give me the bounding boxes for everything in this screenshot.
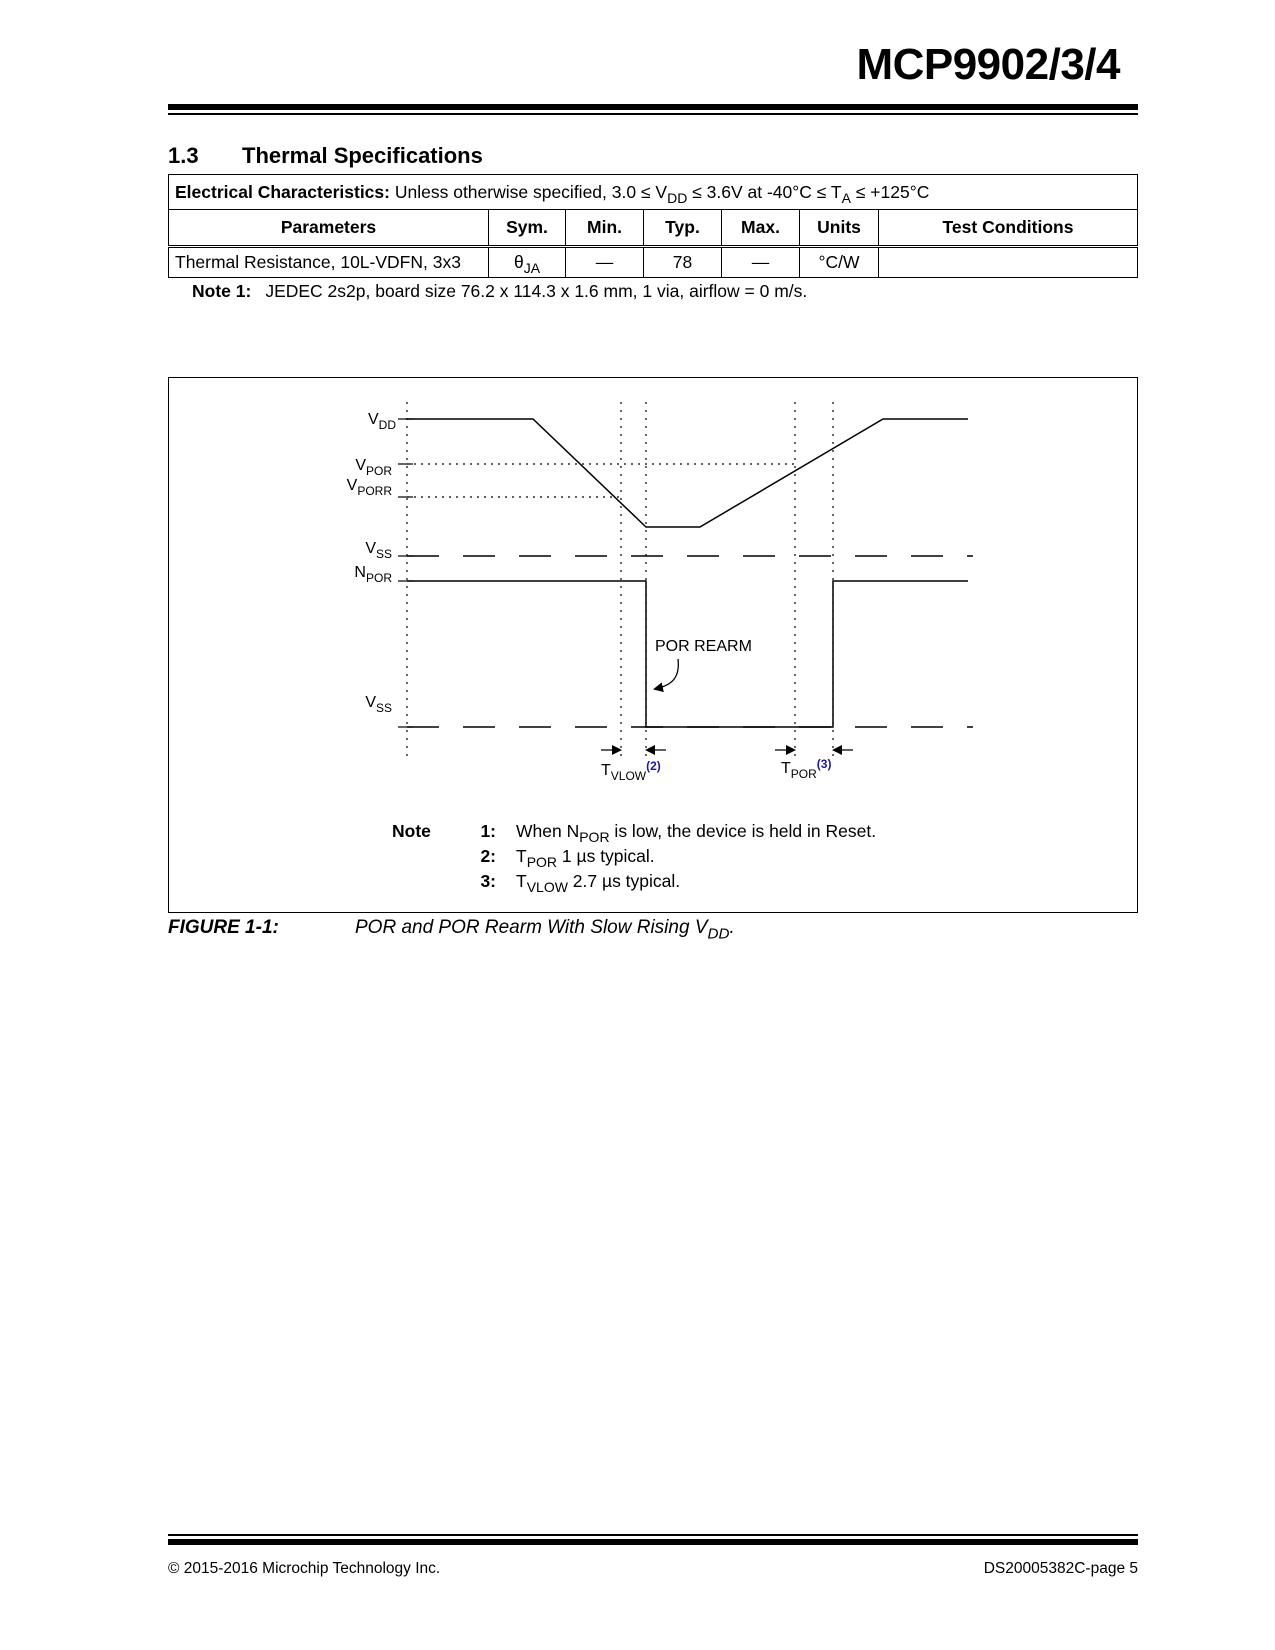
tpor-ref: (3)	[816, 757, 832, 771]
table-note-text: JEDEC 2s2p, board size 76.2 x 114.3 x 1.6 mm, 1 via, airflow = 0 m/s.	[265, 281, 808, 301]
sym-theta: θ	[513, 252, 524, 272]
figure-notes-label: Note	[392, 821, 431, 841]
table-note-label: Note 1:	[192, 281, 252, 301]
label-vdd: $V_{DD}$	[367, 411, 396, 432]
table-note	[192, 281, 807, 302]
cell-sym	[489, 247, 566, 278]
figure-note-2	[392, 844, 876, 869]
label-tpor: $T_{POR}^{(3)}$	[781, 757, 832, 781]
figure-note-3	[392, 869, 876, 894]
label-tvlow: $T_{VLOW}^{(2)}$	[601, 759, 661, 783]
conditions-label: Electrical Characteristics:	[175, 181, 390, 202]
header-units: Units	[800, 210, 879, 247]
label-vss-lower: $V_{SS}$	[365, 694, 392, 715]
figure-note-1	[392, 819, 876, 844]
figure-caption-label: FIGURE 1-1:	[168, 917, 279, 938]
figure-caption-end: .	[729, 917, 735, 938]
figure-note-number: 1:	[480, 821, 496, 841]
footer-rule-thin	[168, 1534, 1138, 1536]
table-header-row	[169, 210, 1138, 247]
thermal-spec-table	[168, 174, 1138, 278]
header-sym: Sym.	[489, 210, 566, 247]
figure-notes	[392, 819, 876, 894]
figure-caption-text: POR and POR Rearm With Slow Rising V	[355, 917, 708, 938]
figure-caption	[168, 917, 735, 943]
conditions-text: Unless otherwise specified, 3.0 ≤ V	[394, 181, 668, 202]
header-rule	[168, 104, 1138, 110]
label-vporr: $V_{PORR}$	[346, 477, 392, 498]
figure-note-text: $T_{POR}$ 1 µs typical.	[516, 846, 655, 870]
document-title: MCP9902/3/4	[856, 40, 1120, 89]
footer-copyright: © 2015-2016 Microchip Technology Inc.	[168, 1560, 441, 1577]
conditions-row	[169, 175, 1138, 210]
figure-caption-sub: DD	[707, 925, 730, 943]
conditions-text2: ≤ 3.6V at -40°C ≤ T	[687, 181, 842, 202]
label-npor: $N_{POR}$	[354, 564, 392, 585]
section-number: 1.3	[168, 143, 199, 168]
conditions-sub-ta: A	[841, 189, 851, 206]
label-vss-upper: $V_{SS}$	[365, 540, 392, 561]
header-parameters: Parameters	[169, 210, 489, 247]
cell-min: —	[566, 247, 644, 278]
conditions-sub-vdd: DD	[667, 189, 688, 206]
cell-typ: 78	[644, 247, 722, 278]
cell-units: °C/W	[800, 247, 879, 278]
section-title: Thermal Specifications	[242, 143, 483, 168]
header-max: Max.	[722, 210, 800, 247]
conditions-cell	[169, 175, 1138, 210]
figure-note-text: $T_{VLOW}$ 2.7 µs typical.	[516, 871, 681, 895]
conditions-text3: ≤ +125°C	[850, 181, 930, 202]
label-vpor: $V_{POR}$	[355, 457, 392, 478]
cell-conditions	[879, 247, 1138, 278]
figure-note-number: 2:	[480, 846, 496, 866]
cell-parameter: Thermal Resistance, 10L-VDFN, 3x3	[169, 247, 489, 278]
sym-sub: JA	[523, 259, 541, 276]
figure-note-number: 3:	[480, 871, 496, 891]
header-typ: Typ.	[644, 210, 722, 247]
figure-note-text: When $N_{POR}$ is low, the device is held in Reset.	[516, 821, 877, 845]
label-por-rearm: POR REARM	[655, 638, 752, 655]
header-rule-thin	[168, 113, 1138, 115]
header-min: Min.	[566, 210, 644, 247]
vdd-waveform	[407, 419, 968, 527]
footer-rule	[168, 1539, 1138, 1545]
tvlow-ref: (2)	[646, 759, 661, 773]
cell-max: —	[722, 247, 800, 278]
table-row	[169, 247, 1138, 278]
footer-page-number: DS20005382C-page 5	[983, 1560, 1138, 1577]
header-test-conditions: Test Conditions	[879, 210, 1138, 247]
por-rearm-arrow	[655, 659, 678, 689]
